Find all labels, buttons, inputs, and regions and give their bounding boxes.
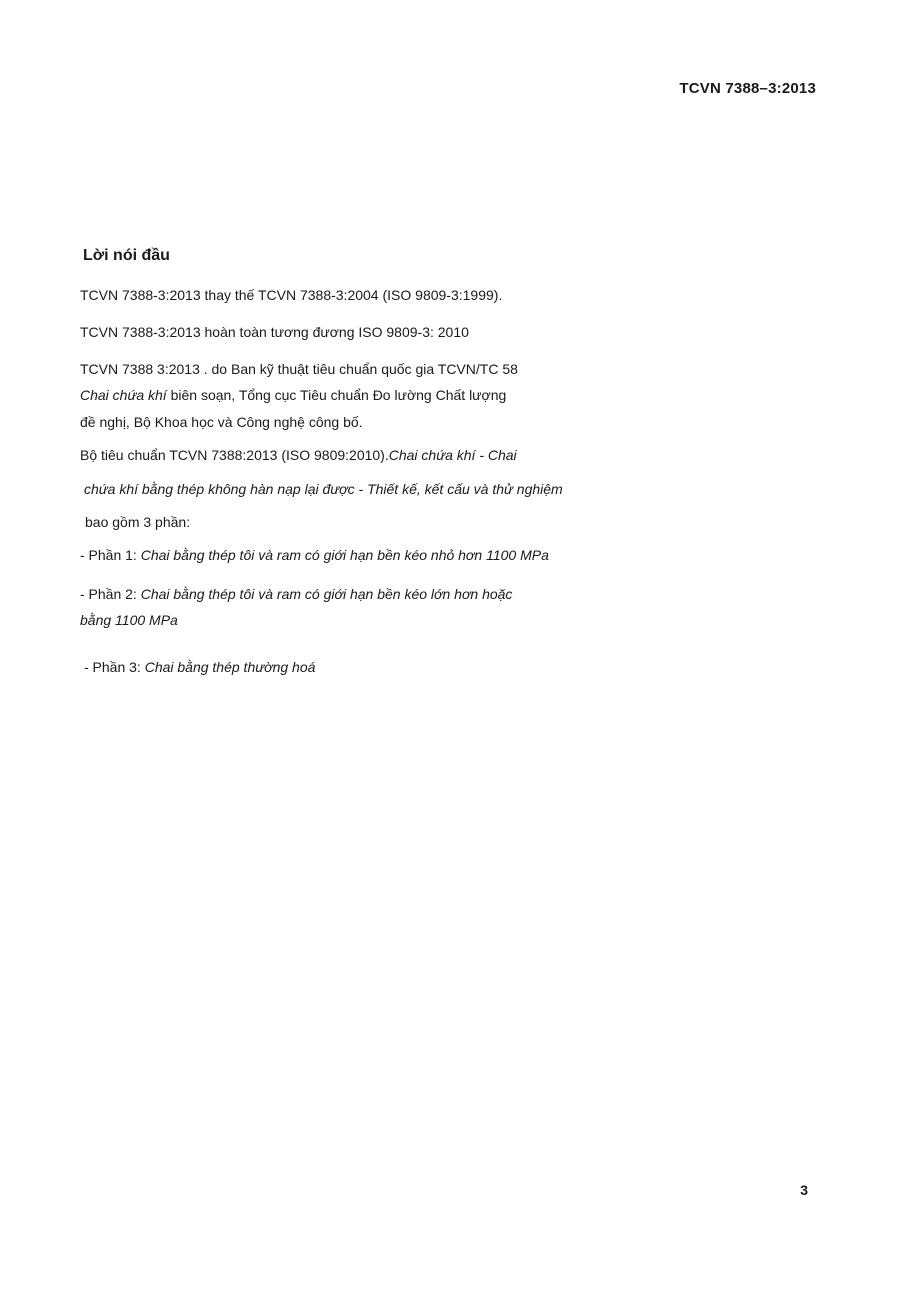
part1-label: - Phần 1: [80, 547, 141, 563]
paragraph-series-line2: chứa khí bằng thép không hàn nạp lại được - Thiết kế, kết cấu và thử nghiệm [84, 481, 563, 497]
list-item-part2 [80, 586, 512, 602]
paragraph-drafted-line3: đề nghị, Bộ Khoa học và Công nghệ công bố. [80, 414, 363, 430]
committee-name: Chai chứa khí [80, 387, 167, 403]
foreword-title: Lời nói đầu [83, 247, 170, 264]
paragraph-series-line1 [80, 447, 517, 463]
page-number: 3 [800, 1182, 808, 1198]
paragraph-series-line3: bao gồm 3 phần: [85, 514, 191, 530]
drafted-text: biên soạn, Tổng cục Tiêu chuẩn Đo lường Chất lượng [166, 387, 507, 403]
document-code: TCVN 7388–3:2013 [679, 80, 816, 97]
list-item-part1 [80, 547, 549, 563]
part1-title: Chai bằng thép tôi và ram có giới hạn bền kéo nhỏ hơn 1100 MPa [140, 547, 549, 563]
paragraph-equivalent: TCVN 7388-3:2013 hoàn toàn tương đương ISO 9809-3: 2010 [80, 324, 469, 340]
paragraph-drafted-line2 [80, 387, 506, 403]
part2-title: Chai bằng thép tôi và ram có giới hạn bền kéo lớn hơn hoặc [140, 586, 513, 602]
list-item-part2-cont: bằng 1100 MPa [80, 612, 178, 628]
part3-label: - Phần 3: [84, 659, 145, 675]
series-title-start: Chai chứa khí - Chai [388, 447, 517, 463]
paragraph-drafted-line1: TCVN 7388 3:2013 . do Ban kỹ thuật tiêu chuẩn quốc gia TCVN/TC 58 [80, 361, 518, 377]
paragraph-replaces: TCVN 7388-3:2013 thay thế TCVN 7388-3:2004 (ISO 9809-3:1999). [80, 287, 503, 303]
series-intro: Bộ tiêu chuẩn TCVN 7388:2013 (ISO 9809:2010). [80, 447, 389, 463]
part3-title: Chai bằng thép thường hoá [144, 659, 316, 675]
part2-label: - Phần 2: [80, 586, 141, 602]
list-item-part3 [84, 659, 315, 675]
